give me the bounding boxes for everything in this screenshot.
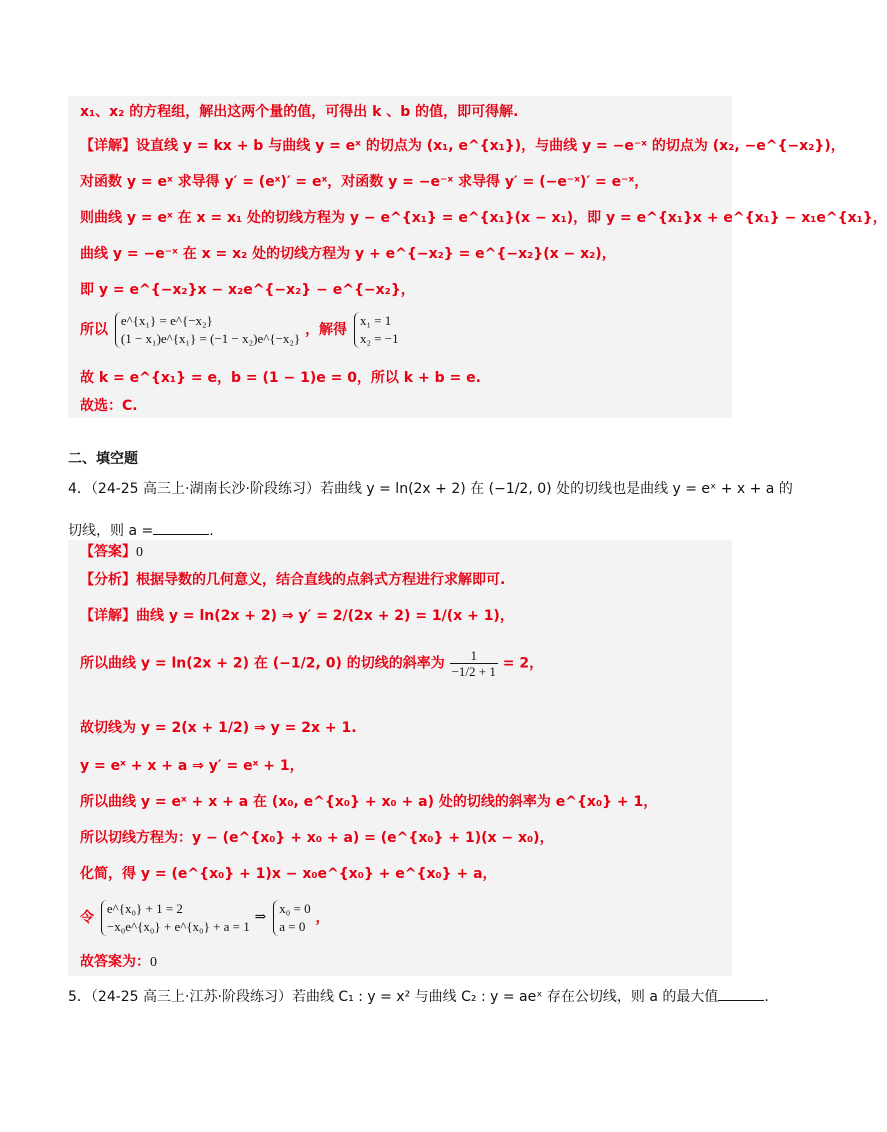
sol3-line-1: x₁、x₂ 的方程组，解出这两个量的值，可得出 k 、b 的值，即可得解.	[80, 104, 519, 120]
q4-comma: ，	[315, 910, 330, 926]
q4-equation-system	[101, 900, 250, 936]
equation-system	[115, 312, 300, 348]
final-answer-tag: 故答案为：	[80, 954, 150, 970]
q4-stem-text: 切线，则 a =	[68, 523, 154, 539]
sol3-line-5: 曲线 y = −e⁻ˣ 在 x = x₂ 处的切线方程为 y + e^{−x₂} = e^{−x₂}(x − x₂)，	[80, 246, 616, 262]
q4-detail-line-2	[80, 648, 543, 679]
sol3-line-8: 故 k = e^{x₁} = e，b = (1 − 1)e = 0，所以 k + b = e.	[80, 370, 481, 386]
sys-eq-1: e^{x₁} = e^{−x₂}	[120, 313, 213, 328]
q4-detail-line-3: 故切线为 y = 2(x + 1/2) ⇒ y = 2x + 1.	[80, 720, 357, 736]
q4-sys-eq-2: −x₀e^{x₀} + e^{x₀} + a = 1	[106, 919, 250, 934]
q4-analysis-line	[80, 570, 505, 590]
detail-tag: 【详解】	[80, 138, 136, 154]
sol3-line-4: 则曲线 y = eˣ 在 x = x₁ 处的切线方程为 y − e^{x₁} = e^{x₁}(x − x₁)，即 y = e^{x₁}x + e^{x₁} − x₁e^{x₁}，	[80, 210, 887, 226]
q4-detail-text-1: 曲线 y = ln(2x + 2) ⇒ y′ = 2/(2x + 2) = 1/(x + 1)，	[136, 608, 514, 624]
final-answer-value: 0	[150, 955, 157, 970]
sys-eq-2: (1 − x₁)e^{x₁} = (−1 − x₂)e^{−x₂}	[120, 331, 301, 346]
q4-detail-text-2b: = 2，	[502, 655, 544, 672]
q4-final-line	[80, 952, 157, 973]
fraction-denominator: −1/2 + 1	[451, 664, 496, 679]
q4-result-system	[273, 900, 310, 936]
detail-tag-q4: 【详解】	[80, 608, 136, 624]
sol3-line-2	[80, 136, 845, 156]
section-title: 二、填空题	[68, 451, 138, 467]
q4-sys-eq-1: e^{x₀} + 1 = 2	[106, 901, 183, 916]
sol-eq-1: x₁ = 1	[359, 313, 392, 328]
sol3-detail-text: 设直线 y = kx + b 与曲线 y = eˣ 的切点为 (x₁, e^{x₁})，与曲线 y = −e⁻ˣ 的切点为 (x₂, −e^{−x₂})，	[136, 138, 845, 154]
analysis-text: 根据导数的几何意义，结合直线的点斜式方程进行求解即可.	[136, 572, 506, 588]
fraction-numerator: 1	[450, 648, 498, 664]
q4-detail-line-8	[80, 900, 330, 936]
answer-value: 0	[136, 545, 143, 560]
q4-stem: 4．（24-25 高三上·湖南长沙·阶段练习）若曲线 y = ln(2x + 2) 在 (−1/2, 0) 处的切线也是曲线 y = eˣ + x + a 的	[68, 481, 793, 497]
q4-res-eq-2: a = 0	[279, 919, 306, 934]
let-label: 令	[80, 910, 94, 926]
q4-detail-line-4: y = eˣ + x + a ⇒ y′ = eˣ + 1，	[80, 758, 304, 774]
q4-stem-line-2: 切线，则 a = .	[68, 520, 214, 540]
solution-system	[354, 312, 399, 348]
q4-res-eq-1: x₀ = 0	[279, 901, 311, 916]
slope-fraction	[450, 648, 498, 679]
q4-detail-line-7: 化简，得 y = (e^{x₀} + 1)x − x₀e^{x₀} + e^{x₀} + a，	[80, 866, 497, 882]
solution-block-q3	[68, 96, 887, 418]
sol-eq-2: x₂ = −1	[359, 331, 399, 346]
q5-stem-text: 5．（24-25 高三上·江苏·阶段练习）若曲线 C₁ : y = x² 与曲线 C₂ : y = aeˣ 存在公切线，则 a 的最大值	[68, 989, 719, 1005]
q4-answer-line	[80, 542, 143, 563]
answer-tag: 【答案】	[80, 544, 136, 560]
sol3-so-label: 所以	[80, 322, 108, 338]
q4-detail-line-1	[80, 606, 514, 626]
sol3-line-6: 即 y = e^{−x₂}x − x₂e^{−x₂} − e^{−x₂}，	[80, 282, 415, 298]
analysis-tag: 【分析】	[80, 572, 136, 588]
sol3-line-7	[80, 312, 399, 348]
q5-stem: 5．（24-25 高三上·江苏·阶段练习）若曲线 C₁ : y = x² 与曲线 C₂ : y = aeˣ 存在公切线，则 a 的最大值 .	[68, 986, 769, 1006]
q5-answer-blank	[718, 986, 764, 1001]
q4-detail-line-5: 所以曲线 y = eˣ + x + a 在 (x₀, e^{x₀} + x₀ + a) 处的切线的斜率为 e^{x₀} + 1，	[80, 794, 658, 810]
solution-block-q4	[68, 540, 732, 976]
implies-arrow: ⇒	[254, 910, 267, 925]
sol3-solve-label: ，解得	[305, 322, 348, 338]
q4-detail-line-6: 所以切线方程为：y − (e^{x₀} + x₀ + a) = (e^{x₀} + 1)(x − x₀)，	[80, 830, 554, 846]
sol3-line-9: 故选：C.	[80, 398, 138, 414]
answer-blank	[153, 520, 209, 535]
q4-detail-text-2: 所以曲线 y = ln(2x + 2) 在 (−1/2, 0) 的切线的斜率为	[80, 655, 445, 672]
sol3-line-3: 对函数 y = eˣ 求导得 y′ = (eˣ)′ = eˣ，对函数 y = −e⁻ˣ 求导得 y′ = (−e⁻ˣ)′ = e⁻ˣ，	[80, 174, 649, 190]
